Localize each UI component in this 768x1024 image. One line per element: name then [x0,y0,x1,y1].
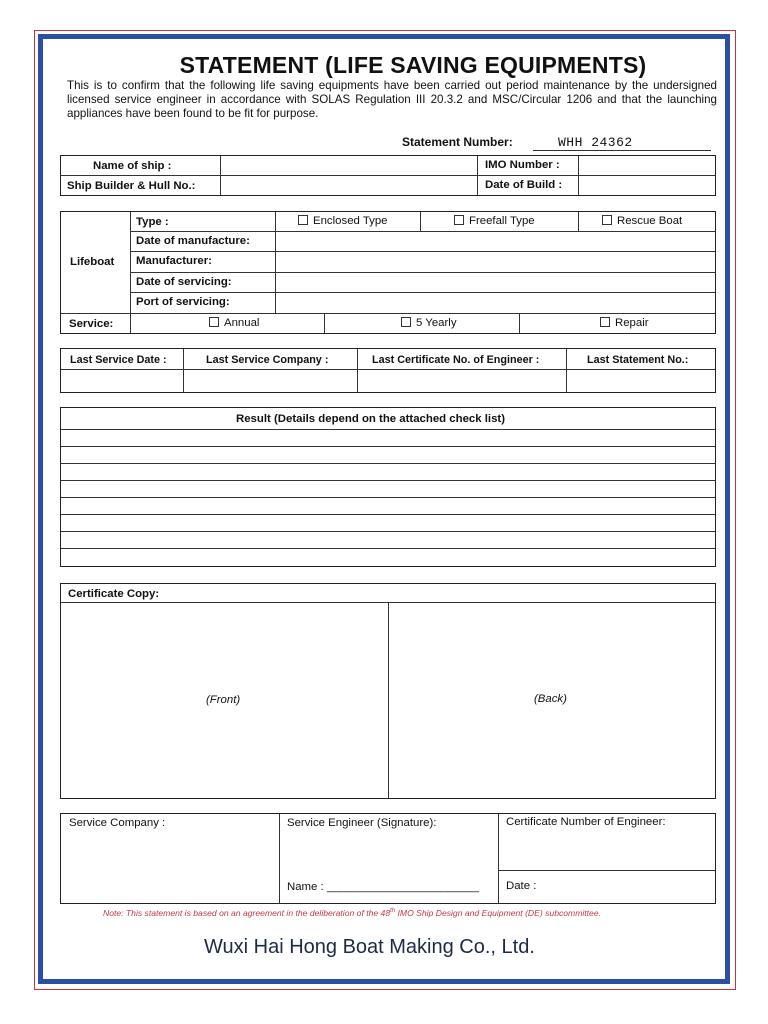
checkbox-annual[interactable] [209,317,259,329]
divider [183,349,184,392]
ship-builder-label: Ship Builder & Hull No.: [67,180,196,192]
checkbox-icon [401,317,411,327]
last-service-company-header: Last Service Company : [206,354,329,366]
divider [61,175,715,176]
divider [499,870,715,871]
last-certificate-engineer-header: Last Certificate No. of Engineer : [372,354,540,366]
certificate-number-engineer-label: Certificate Number of Engineer: [506,816,666,828]
checkbox-freefall-type[interactable] [454,215,535,227]
service-company-field[interactable] [62,834,278,902]
certificate-number-engineer-field[interactable] [500,832,714,869]
option-label: Freefall Type [469,215,535,227]
checkbox-5-yearly[interactable] [401,317,457,329]
checkbox-icon [602,215,612,225]
option-label: Annual [224,317,260,329]
date-of-servicing-label: Date of servicing: [136,276,232,288]
divider [131,231,715,232]
result-details-field[interactable] [62,430,714,565]
divider [519,314,520,333]
ship-builder-field[interactable] [222,177,475,194]
divider [220,156,221,195]
type-label: Type : [136,216,169,228]
lifeboat-section-label: Lifeboat [70,256,115,268]
service-company-label: Service Company : [69,817,166,829]
date-of-manufacture-label: Date of manufacture: [136,235,250,247]
statement-number-value[interactable]: WHH 24362 [558,135,633,150]
result-header: Result (Details depend on the attached check list) [236,413,506,425]
divider [578,212,579,231]
certificate-back-label: (Back) [534,693,567,705]
manufacturer-field[interactable] [277,253,714,271]
certificate-copy-label: Certificate Copy: [68,588,160,600]
note-superscript: th [390,908,396,915]
date-of-manufacture-field[interactable] [277,233,714,250]
divider [498,814,499,903]
divider [477,156,478,195]
certificate-front-label: (Front) [206,694,241,706]
note-text: Note: This statement is based on an agreement in the deliberation of the 48 [103,908,391,918]
divider [130,314,131,333]
option-label: Repair [615,317,649,329]
divider [357,349,358,392]
last-certificate-engineer-field[interactable] [359,371,565,391]
statement-number-underline [533,150,711,151]
ship-name-field[interactable] [222,157,475,174]
checkbox-icon [600,317,610,327]
port-of-servicing-label: Port of servicing: [136,296,230,308]
last-statement-no-header: Last Statement No.: [587,354,689,366]
divider [578,156,579,195]
checkbox-rescue-boat[interactable] [602,215,682,227]
imo-number-label: IMO Number : [485,159,560,171]
last-statement-no-field[interactable] [568,371,714,391]
option-label: 5 Yearly [416,317,457,329]
port-of-servicing-field[interactable] [277,294,714,312]
divider [61,369,715,370]
date-of-servicing-field[interactable] [277,274,714,291]
intro-text: This is to confirm that the following life saving equipments have been carried out period maintenance by the undersigned licensed service engineer in accordance with SOLAS Regulation III 20.3.2 and MSC/Circular 1206 and that the launching appliances have been found to be fit for purpose. [67,79,717,120]
note-text-suffix: IMO Ship Design and Equipment (DE) subcommittee. [395,908,602,918]
divider [388,603,389,798]
ship-name-label: Name of ship : [93,160,172,172]
divider [566,349,567,392]
last-service-date-header: Last Service Date : [70,354,167,366]
divider [275,212,276,313]
imo-number-field[interactable] [580,157,714,174]
checkbox-icon [209,317,219,327]
date-field[interactable] [545,872,714,902]
statement-number-label: Statement Number: [402,135,513,149]
checkbox-icon [454,215,464,225]
divider [130,212,131,313]
checkbox-icon [298,215,308,225]
date-of-build-field[interactable] [580,177,714,194]
divider [131,251,715,252]
last-service-company-field[interactable] [185,371,356,391]
divider [279,814,280,903]
manufacturer-label: Manufacturer: [136,255,212,267]
page-title: STATEMENT (LIFE SAVING EQUIPMENTS) [179,52,647,78]
engineer-signature-field[interactable] [281,834,497,878]
checkbox-enclosed-type[interactable] [298,215,388,227]
footer-note [103,908,601,918]
divider [324,314,325,333]
option-label: Rescue Boat [617,215,683,227]
engineer-name-line[interactable]: Name : ________________________ [287,881,479,893]
service-engineer-label: Service Engineer (Signature): [287,817,437,829]
service-label: Service: [69,318,114,330]
divider [61,313,715,314]
last-service-date-field[interactable] [62,371,182,391]
divider [131,272,715,273]
divider [131,292,715,293]
option-label: Enclosed Type [313,215,388,227]
divider [420,212,421,231]
date-label: Date : [506,880,537,892]
date-of-build-label: Date of Build : [485,179,563,191]
checkbox-repair[interactable] [600,317,649,329]
company-name: Wuxi Hai Hong Boat Making Co., Ltd. [204,936,535,958]
